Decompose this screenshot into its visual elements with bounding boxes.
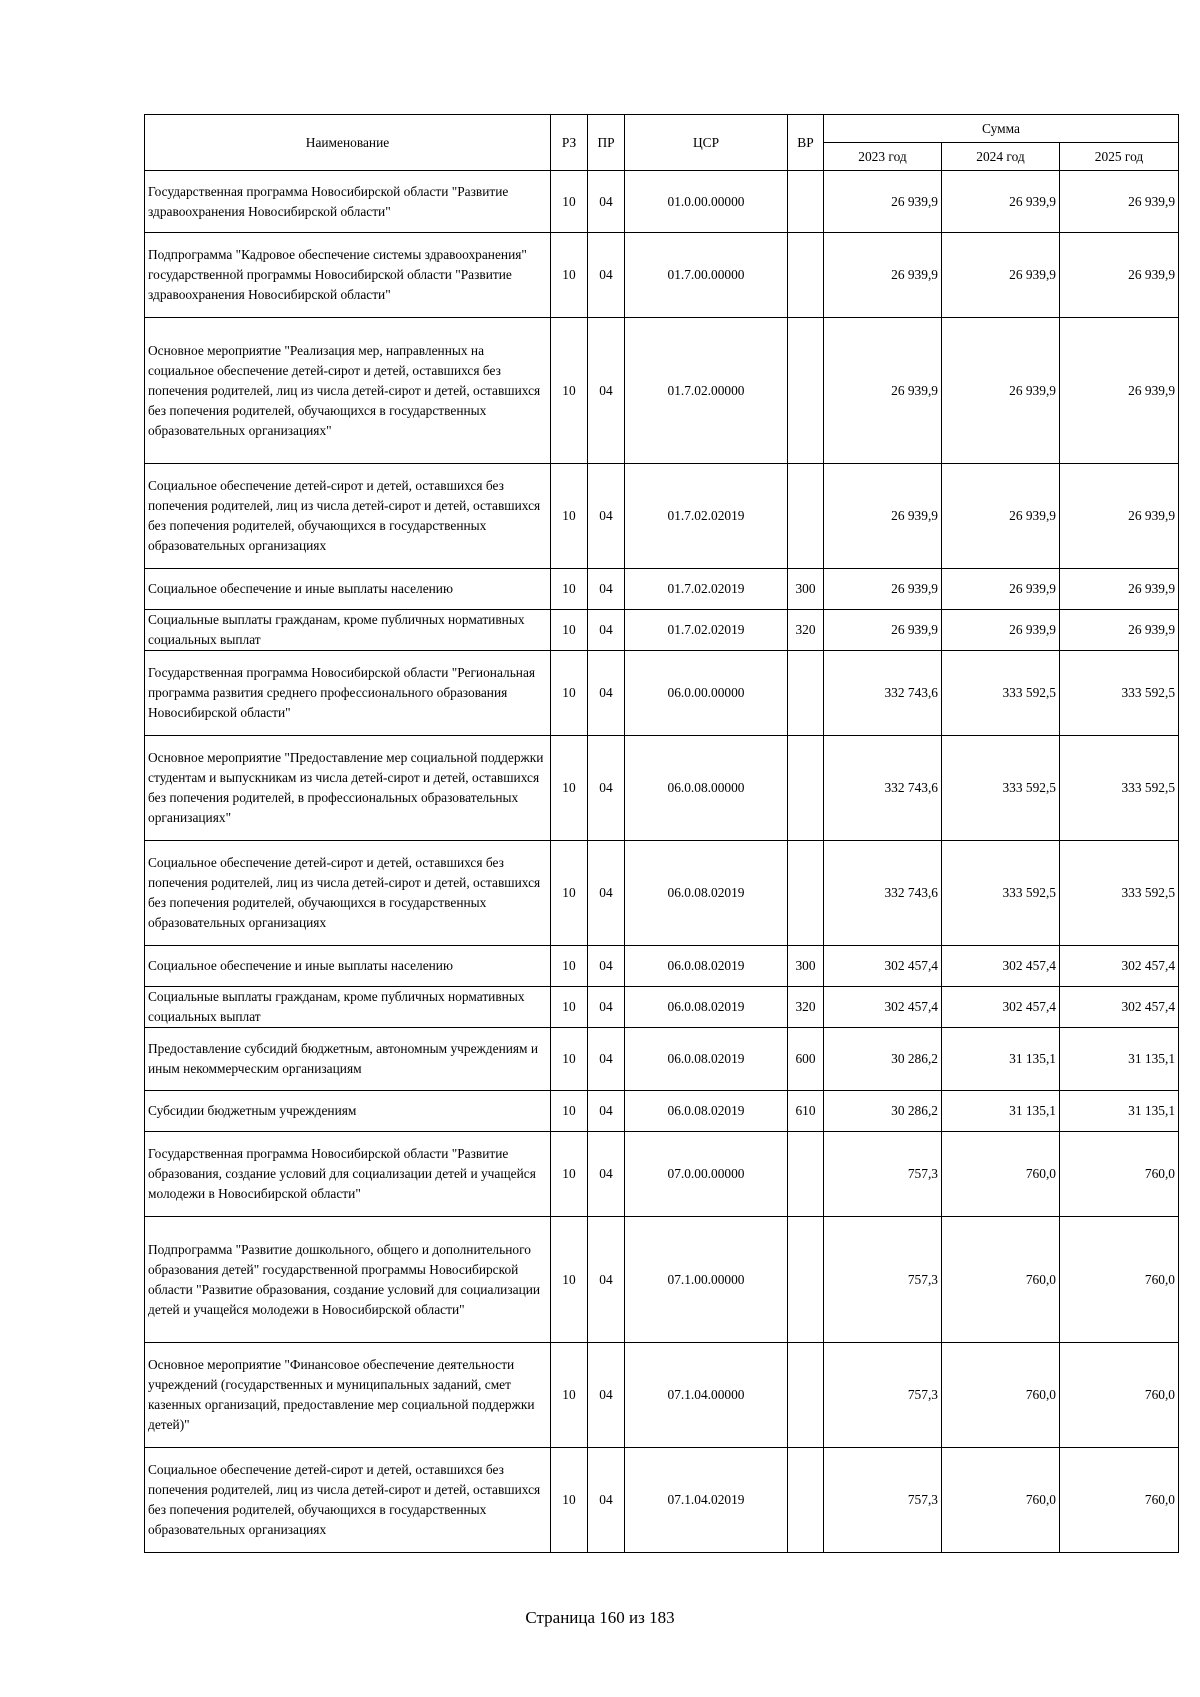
- row-pr: 04: [588, 1343, 625, 1448]
- row-sum-2025: 333 592,5: [1060, 841, 1179, 946]
- row-sum-2024: 26 939,9: [942, 318, 1060, 464]
- row-sum-2023: 332 743,6: [824, 736, 942, 841]
- row-sum-2025: 26 939,9: [1060, 569, 1179, 610]
- row-sum-2025: 302 457,4: [1060, 946, 1179, 987]
- table-row: [145, 569, 1179, 610]
- row-sum-2023: 30 286,2: [824, 1028, 942, 1091]
- row-sum-2023: 26 939,9: [824, 171, 942, 233]
- row-rz: 10: [551, 736, 588, 841]
- row-pr: 04: [588, 464, 625, 569]
- row-pr: 04: [588, 841, 625, 946]
- row-sum-2023: 332 743,6: [824, 651, 942, 736]
- row-csr: 01.7.02.00000: [625, 318, 788, 464]
- row-pr: 04: [588, 233, 625, 318]
- row-sum-2024: 26 939,9: [942, 233, 1060, 318]
- row-sum-2023: 302 457,4: [824, 946, 942, 987]
- row-vr: 300: [788, 946, 824, 987]
- header-name: Наименование: [145, 115, 551, 171]
- row-sum-2024: 26 939,9: [942, 569, 1060, 610]
- row-csr: 06.0.08.02019: [625, 1091, 788, 1132]
- row-sum-2025: 31 135,1: [1060, 1028, 1179, 1091]
- row-sum-2023: 26 939,9: [824, 318, 942, 464]
- row-vr: [788, 464, 824, 569]
- row-rz: 10: [551, 171, 588, 233]
- header-year-2025: 2025 год: [1060, 143, 1179, 171]
- row-csr: 07.0.00.00000: [625, 1132, 788, 1217]
- table-row: [145, 171, 1179, 233]
- row-sum-2025: 26 939,9: [1060, 464, 1179, 569]
- row-csr: 06.0.08.02019: [625, 946, 788, 987]
- row-rz: 10: [551, 610, 588, 651]
- row-vr: [788, 841, 824, 946]
- row-vr: [788, 651, 824, 736]
- row-sum-2024: 31 135,1: [942, 1028, 1060, 1091]
- row-csr: 01.0.00.00000: [625, 171, 788, 233]
- row-rz: 10: [551, 233, 588, 318]
- row-sum-2025: 333 592,5: [1060, 651, 1179, 736]
- table-row: [145, 610, 1179, 651]
- row-vr: 610: [788, 1091, 824, 1132]
- row-sum-2025: 26 939,9: [1060, 610, 1179, 651]
- row-sum-2023: 757,3: [824, 1132, 942, 1217]
- row-vr: [788, 318, 824, 464]
- row-sum-2025: 760,0: [1060, 1217, 1179, 1343]
- row-sum-2023: 757,3: [824, 1448, 942, 1553]
- table-row: [145, 736, 1179, 841]
- row-pr: 04: [588, 171, 625, 233]
- row-vr: [788, 171, 824, 233]
- table-row: [145, 1217, 1179, 1343]
- row-sum-2024: 26 939,9: [942, 464, 1060, 569]
- row-csr: 01.7.02.02019: [625, 464, 788, 569]
- row-vr: [788, 1217, 824, 1343]
- row-csr: 06.0.00.00000: [625, 651, 788, 736]
- row-pr: 04: [588, 736, 625, 841]
- header-rz: РЗ: [551, 115, 588, 171]
- row-name: Государственная программа Новосибирской области "Развитие здравоохранения Новосибирской области": [145, 171, 551, 233]
- row-sum-2023: 26 939,9: [824, 610, 942, 651]
- row-sum-2025: 302 457,4: [1060, 987, 1179, 1028]
- row-csr: 06.0.08.02019: [625, 841, 788, 946]
- row-csr: 06.0.08.02019: [625, 1028, 788, 1091]
- row-pr: 04: [588, 1448, 625, 1553]
- row-csr: 06.0.08.00000: [625, 736, 788, 841]
- row-sum-2025: 26 939,9: [1060, 233, 1179, 318]
- row-sum-2023: 332 743,6: [824, 841, 942, 946]
- row-sum-2025: 26 939,9: [1060, 171, 1179, 233]
- row-rz: 10: [551, 318, 588, 464]
- row-rz: 10: [551, 1217, 588, 1343]
- row-name: Социальное обеспечение и иные выплаты населению: [145, 946, 551, 987]
- table-row: [145, 651, 1179, 736]
- row-sum-2024: 760,0: [942, 1217, 1060, 1343]
- row-pr: 04: [588, 569, 625, 610]
- budget-table: [144, 114, 1179, 1553]
- row-pr: 04: [588, 318, 625, 464]
- row-sum-2025: 760,0: [1060, 1132, 1179, 1217]
- row-pr: 04: [588, 1028, 625, 1091]
- table-row: [145, 1091, 1179, 1132]
- row-rz: 10: [551, 464, 588, 569]
- table-row: [145, 987, 1179, 1028]
- row-name: Основное мероприятие "Финансовое обеспечение деятельности учреждений (государственных и муниципальных заданий, смет казенных организаций, предоставление мер социальной поддержки детей)": [145, 1343, 551, 1448]
- row-sum-2023: 26 939,9: [824, 233, 942, 318]
- row-sum-2024: 333 592,5: [942, 651, 1060, 736]
- row-rz: 10: [551, 1028, 588, 1091]
- row-sum-2024: 760,0: [942, 1448, 1060, 1553]
- row-csr: 01.7.02.02019: [625, 569, 788, 610]
- row-vr: 320: [788, 610, 824, 651]
- table-row: [145, 464, 1179, 569]
- row-sum-2024: 333 592,5: [942, 841, 1060, 946]
- row-name: Социальное обеспечение детей-сирот и детей, оставшихся без попечения родителей, лиц из числа детей-сирот и детей, оставшихся без попечения родителей, обучающихся в государственных образовательных организациях: [145, 841, 551, 946]
- row-sum-2023: 26 939,9: [824, 464, 942, 569]
- row-rz: 10: [551, 987, 588, 1028]
- row-csr: 01.7.00.00000: [625, 233, 788, 318]
- row-pr: 04: [588, 651, 625, 736]
- row-name: Социальное обеспечение и иные выплаты населению: [145, 569, 551, 610]
- row-name: Государственная программа Новосибирской области "Региональная программа развития среднего профессионального образования Новосибирской области": [145, 651, 551, 736]
- row-sum-2025: 26 939,9: [1060, 318, 1179, 464]
- row-name: Государственная программа Новосибирской области "Развитие образования, создание условий для социализации детей и учащейся молодежи в Новосибирской области": [145, 1132, 551, 1217]
- row-sum-2023: 757,3: [824, 1343, 942, 1448]
- row-sum-2023: 26 939,9: [824, 569, 942, 610]
- row-sum-2024: 302 457,4: [942, 987, 1060, 1028]
- row-rz: 10: [551, 1343, 588, 1448]
- table-body: [145, 171, 1179, 1553]
- table-row: [145, 946, 1179, 987]
- row-sum-2025: 333 592,5: [1060, 736, 1179, 841]
- row-vr: 320: [788, 987, 824, 1028]
- row-name: Основное мероприятие "Реализация мер, направленных на социальное обеспечение детей-сирот и детей, оставшихся без попечения родителей, лиц из числа детей-сирот и детей, оставшихся без попечения родителей, обучающихся в государственных образовательных организациях": [145, 318, 551, 464]
- row-sum-2025: 760,0: [1060, 1448, 1179, 1553]
- row-name: Социальное обеспечение детей-сирот и детей, оставшихся без попечения родителей, лиц из числа детей-сирот и детей, оставшихся без попечения родителей, обучающихся в государственных образовательных организациях: [145, 1448, 551, 1553]
- row-name: Подпрограмма "Кадровое обеспечение системы здравоохранения" государственной программы Новосибирской области "Развитие здравоохранения Новосибирской области": [145, 233, 551, 318]
- row-sum-2024: 760,0: [942, 1343, 1060, 1448]
- row-sum-2024: 31 135,1: [942, 1091, 1060, 1132]
- row-pr: 04: [588, 610, 625, 651]
- row-name: Предоставление субсидий бюджетным, автономным учреждениям и иным некоммерческим организациям: [145, 1028, 551, 1091]
- row-rz: 10: [551, 1132, 588, 1217]
- row-sum-2023: 302 457,4: [824, 987, 942, 1028]
- row-rz: 10: [551, 1091, 588, 1132]
- row-name: Социальные выплаты гражданам, кроме публичных нормативных социальных выплат: [145, 987, 551, 1028]
- table-row: [145, 318, 1179, 464]
- row-name: Субсидии бюджетным учреждениям: [145, 1091, 551, 1132]
- table-row: [145, 1132, 1179, 1217]
- row-rz: 10: [551, 1448, 588, 1553]
- row-name: Основное мероприятие "Предоставление мер социальной поддержки студентам и выпускникам из числа детей-сирот и детей, оставшихся без попечения родителей, в профессиональных образовательных организациях": [145, 736, 551, 841]
- table-row: [145, 841, 1179, 946]
- row-csr: 07.1.00.00000: [625, 1217, 788, 1343]
- row-sum-2024: 26 939,9: [942, 610, 1060, 651]
- row-vr: 600: [788, 1028, 824, 1091]
- table-row: [145, 1448, 1179, 1553]
- table-row: [145, 233, 1179, 318]
- row-csr: 06.0.08.02019: [625, 987, 788, 1028]
- row-sum-2023: 757,3: [824, 1217, 942, 1343]
- row-sum-2025: 760,0: [1060, 1343, 1179, 1448]
- row-vr: [788, 233, 824, 318]
- row-csr: 01.7.02.02019: [625, 610, 788, 651]
- row-pr: 04: [588, 1132, 625, 1217]
- row-name: Подпрограмма "Развитие дошкольного, общего и дополнительного образования детей" государственной программы Новосибирской области "Развитие образования, создание условий для социализации детей и учащейся молодежи в Новосибирской области": [145, 1217, 551, 1343]
- row-sum-2025: 31 135,1: [1060, 1091, 1179, 1132]
- row-pr: 04: [588, 1217, 625, 1343]
- table-row: [145, 1343, 1179, 1448]
- row-name: Социальное обеспечение детей-сирот и детей, оставшихся без попечения родителей, лиц из числа детей-сирот и детей, оставшихся без попечения родителей, обучающихся в государственных образовательных организациях: [145, 464, 551, 569]
- row-sum-2024: 760,0: [942, 1132, 1060, 1217]
- header-pr: ПР: [588, 115, 625, 171]
- row-csr: 07.1.04.00000: [625, 1343, 788, 1448]
- header-sum: Сумма: [824, 115, 1179, 143]
- row-pr: 04: [588, 987, 625, 1028]
- header-vr: ВР: [788, 115, 824, 171]
- row-rz: 10: [551, 569, 588, 610]
- row-sum-2024: 333 592,5: [942, 736, 1060, 841]
- header-row-1: [145, 115, 1179, 143]
- row-pr: 04: [588, 1091, 625, 1132]
- row-rz: 10: [551, 841, 588, 946]
- row-sum-2023: 30 286,2: [824, 1091, 942, 1132]
- row-csr: 07.1.04.02019: [625, 1448, 788, 1553]
- row-sum-2024: 302 457,4: [942, 946, 1060, 987]
- row-sum-2024: 26 939,9: [942, 171, 1060, 233]
- row-vr: [788, 1448, 824, 1553]
- row-rz: 10: [551, 651, 588, 736]
- header-csr: ЦСР: [625, 115, 788, 171]
- header-year-2023: 2023 год: [824, 143, 942, 171]
- row-vr: [788, 1343, 824, 1448]
- row-pr: 04: [588, 946, 625, 987]
- row-vr: 300: [788, 569, 824, 610]
- table-row: [145, 1028, 1179, 1091]
- row-name: Социальные выплаты гражданам, кроме публичных нормативных социальных выплат: [145, 610, 551, 651]
- header-year-2024: 2024 год: [942, 143, 1060, 171]
- row-rz: 10: [551, 946, 588, 987]
- row-vr: [788, 736, 824, 841]
- row-vr: [788, 1132, 824, 1217]
- page-number: Страница 160 из 183: [525, 1608, 675, 1627]
